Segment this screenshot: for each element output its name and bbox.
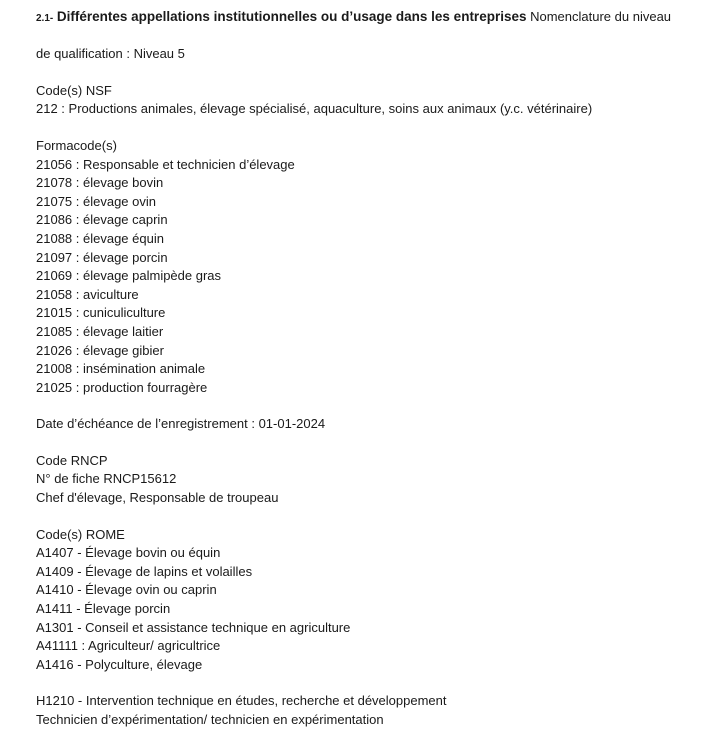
rncp-item: Chef d'élevage, Responsable de troupeau <box>36 490 279 506</box>
rncp-section <box>36 452 706 508</box>
rncp-item: N° de fiche RNCP15612 <box>36 471 177 487</box>
formacode-label: Formacode(s) <box>36 137 117 153</box>
section-number: 2.1- <box>36 13 54 24</box>
formacode-item: 21015 : cuniculiculture <box>36 305 166 321</box>
section-heading-continuation: Nomenclature du niveau <box>530 9 672 24</box>
h1210-item: H1210 - Intervention technique en études, recherche et développement <box>36 693 447 709</box>
formacode-item: 21086 : élevage caprin <box>36 212 168 228</box>
formacode-item: 21026 : élevage gibier <box>36 342 164 358</box>
formacode-item: 21025 : production fourragère <box>36 379 208 395</box>
nsf-section <box>36 82 706 119</box>
h1210-section <box>36 692 706 729</box>
rome-section <box>36 526 706 675</box>
rome-item: A1410 - Élevage ovin ou caprin <box>36 582 217 598</box>
rome-item: A41111 : Agriculteur/ agricultrice <box>36 638 221 654</box>
rome-item: A1409 - Élevage de lapins et volailles <box>36 563 253 579</box>
rome-label: Code(s) ROME <box>36 526 125 542</box>
formacode-item: 21097 : élevage porcin <box>36 249 168 265</box>
section-heading <box>36 8 706 27</box>
qualification-level: de qualification : Niveau 5 <box>36 46 185 62</box>
formacode-item: 21058 : aviculture <box>36 286 139 302</box>
registration-deadline: Date d’échéance de l’enregistrement : 01-01-2024 <box>36 416 326 432</box>
formacode-item: 21008 : insémination animale <box>36 361 206 377</box>
h1210-item: Technicien d’expérimentation/ technicien en expérimentation <box>36 712 384 727</box>
formacode-item: 21069 : élevage palmipède gras <box>36 268 222 284</box>
section-title: Différentes appellations institutionnelles ou d’usage dans les entreprises <box>56 9 527 24</box>
formacode-section <box>36 137 706 397</box>
rome-item: A1301 - Conseil et assistance technique en agriculture <box>36 619 351 635</box>
formacode-item: 21075 : élevage ovin <box>36 193 156 209</box>
rome-item: A1416 - Polyculture, élevage <box>36 656 203 672</box>
rncp-label: Code RNCP <box>36 452 108 468</box>
rome-item: A1411 - Élevage porcin <box>36 601 171 617</box>
document-page <box>36 8 706 730</box>
nsf-label: Code(s) NSF <box>36 82 112 98</box>
formacode-item: 21085 : élevage laitier <box>36 323 164 339</box>
nsf-item: 212 : Productions animales, élevage spécialisé, aquaculture, soins aux animaux (y.c. vétérinaire) <box>36 101 593 117</box>
formacode-item: 21056 : Responsable et technicien d’élevage <box>36 156 295 172</box>
formacode-item: 21078 : élevage bovin <box>36 175 164 191</box>
formacode-item: 21088 : élevage équin <box>36 230 164 246</box>
rome-item: A1407 - Élevage bovin ou équin <box>36 545 221 561</box>
